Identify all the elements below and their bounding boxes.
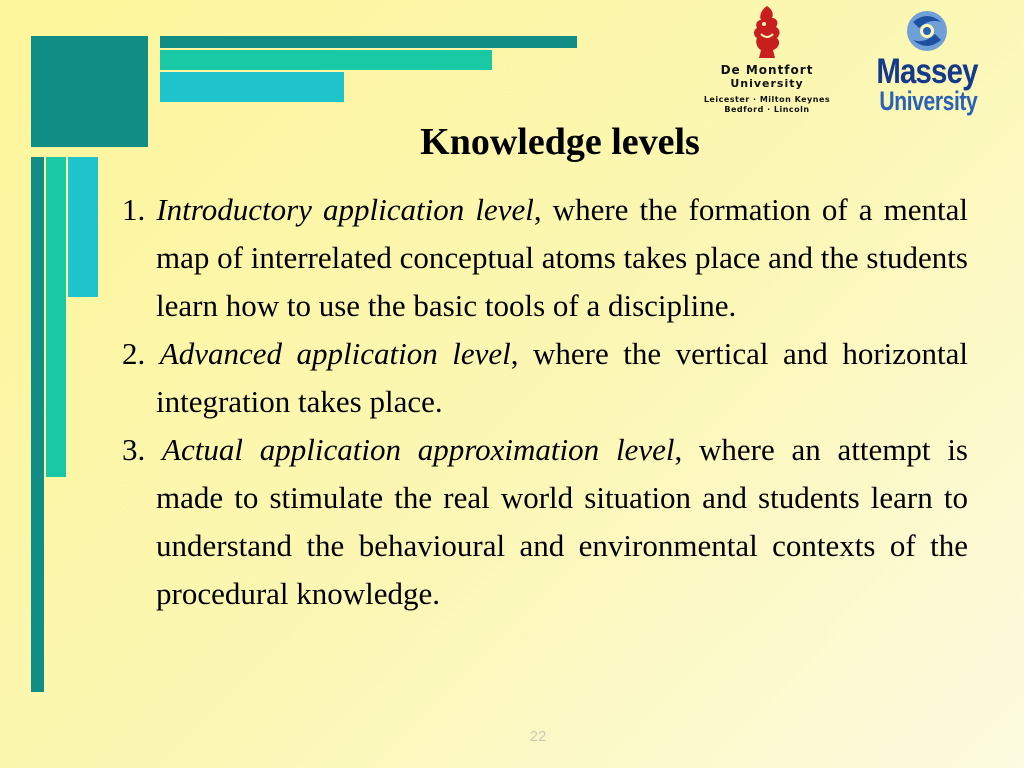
item-number: 1. (122, 192, 146, 227)
dmu-campus-line1: Leicester · Milton Keynes (703, 95, 831, 104)
item-description: , where the formation of a mental map of interrelated conceptual atoms takes place and the students learn how to use the basic tools of a discipline. (156, 192, 968, 323)
list-item (122, 426, 968, 618)
decorative-column-1 (31, 157, 44, 692)
dmu-name-line2: University (730, 77, 804, 90)
decorative-column-3 (68, 157, 98, 297)
list-item (122, 330, 968, 426)
page-number: 22 (529, 728, 547, 745)
decorative-bar-low (160, 72, 344, 102)
massey-logo (866, 8, 988, 126)
massey-name: Massey (876, 52, 978, 91)
decorative-column-2 (46, 157, 66, 477)
item-term: Actual application approximation level (162, 432, 675, 467)
red-lion-crest-icon (747, 4, 787, 60)
decorative-bar-top (160, 36, 577, 48)
decorative-square (31, 36, 148, 147)
dmu-logo (684, 4, 850, 126)
item-description: , where the vertical and horizontal integration takes place. (156, 336, 968, 419)
list-item (122, 186, 968, 330)
item-description: , where an attempt is made to stimulate the real world situation and students learn to understand the behavioural and environmental contexts of the procedural knowledge. (156, 432, 968, 611)
item-term: Advanced application level (159, 336, 511, 371)
decorative-bar-mid (160, 50, 492, 70)
dmu-campus-line2: Bedford · Lincoln (724, 105, 810, 114)
slide-title: Knowledge levels (420, 121, 700, 163)
item-number: 3. (122, 432, 146, 467)
blue-swirl-emblem-icon (905, 8, 949, 54)
item-term: Introductory application level (156, 192, 534, 227)
knowledge-levels-list (122, 186, 968, 618)
item-number: 2. (122, 336, 146, 371)
dmu-name-line1: De Montfort (720, 63, 814, 77)
massey-university: University (879, 86, 978, 116)
